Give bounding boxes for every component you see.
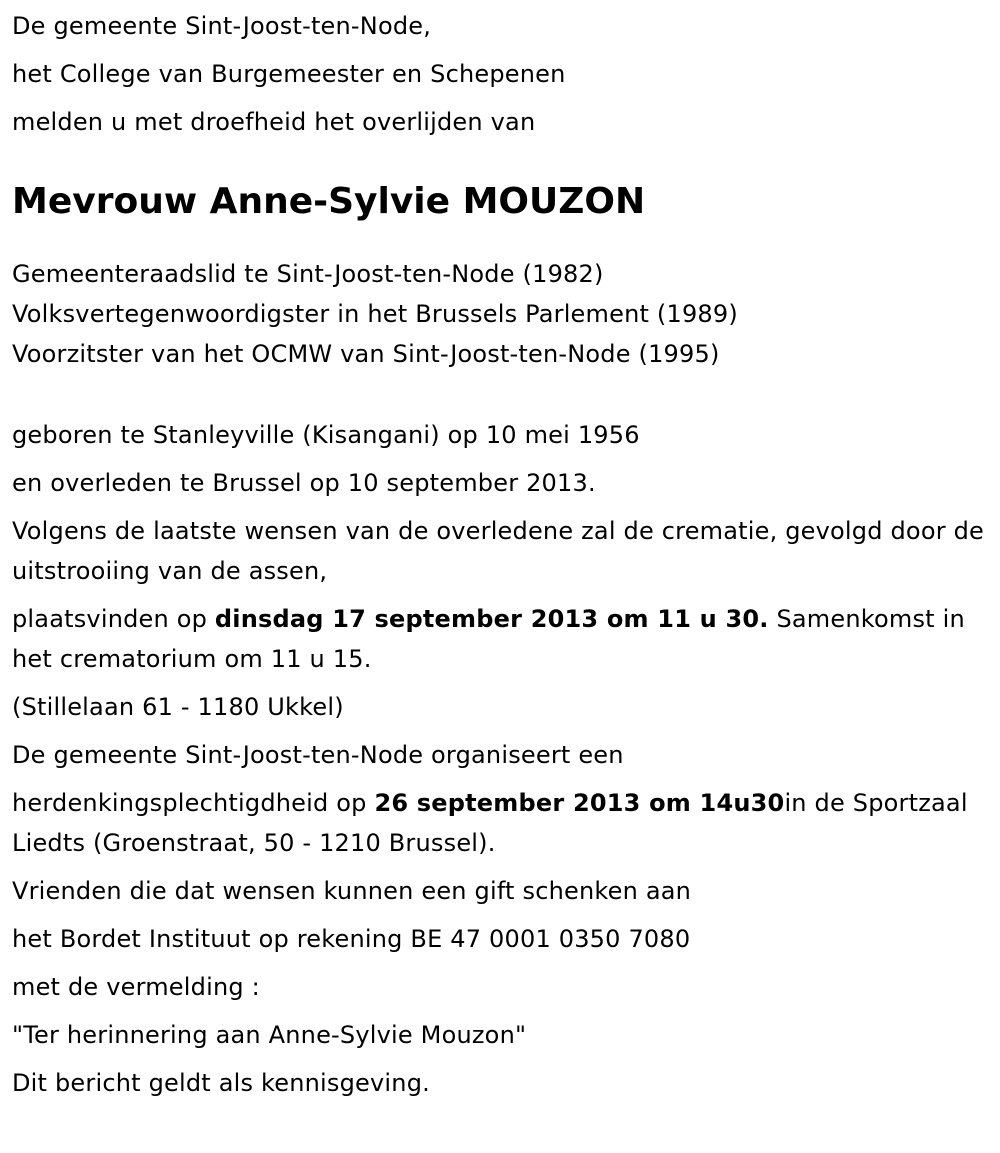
- donation-mention-label: met de vermelding :: [12, 973, 260, 1001]
- cremation-prefix: plaatsvinden op: [12, 605, 215, 633]
- closing-line: Dit bericht geldt als kennisgeving.: [12, 1069, 430, 1097]
- intro-line-municipality: De gemeente Sint-Joost-ten-Node,: [12, 12, 432, 40]
- crematorium-address: (Stillelaan 61 - 1180 Ukkel): [12, 693, 344, 721]
- birth-line: geboren te Stanleyville (Kisangani) op 10 mei 1956: [12, 421, 640, 449]
- cremation-date: dinsdag 17 september 2013 om 11 u 30.: [214, 605, 769, 633]
- death-line: en overleden te Brussel op 10 september 2013.: [12, 469, 596, 497]
- donation-account: het Bordet Instituut op rekening BE 47 0001 0350 7080: [12, 925, 691, 953]
- notice-intro: [12, 0, 988, 142]
- functions-list: [12, 254, 988, 374]
- cremation-text: Volgens de laatste wensen van de overledene zal de crematie, gevolgd door de uitstrooiing van de assen,: [12, 517, 985, 585]
- donation-line: Vrienden die dat wensen kunnen een gift schenken aan: [12, 877, 692, 905]
- donation-mention-text: "Ter herinnering aan Anne-Sylvie Mouzon": [12, 1021, 527, 1049]
- intro-line-college: het College van Burgemeester en Schepenen: [12, 60, 566, 88]
- memorial-prefix: herdenkingsplechtigdheid op: [12, 789, 375, 817]
- function-item: Volksvertegenwoordigster in het Brussels Parlement (1989): [12, 300, 738, 328]
- cremation-suffix: Samenkomst in het crematorium om 11 u 15.: [12, 605, 965, 673]
- memorial-suffix: in de Sportzaal Liedts (Groenstraat, 50 - 1210 Brussel).: [12, 789, 968, 857]
- function-item: Gemeenteraadslid te Sint-Joost-ten-Node (1982): [12, 260, 604, 288]
- memorial-date-line: [12, 783, 988, 863]
- intro-line-announcement: melden u met droefheid het overlijden van: [12, 108, 536, 136]
- deceased-name: Mevrouw Anne-Sylvie MOUZON: [12, 181, 646, 222]
- cremation-date-line: [12, 599, 988, 679]
- memorial-date: 26 september 2013 om 14u30: [374, 789, 785, 817]
- memorial-line: De gemeente Sint-Joost-ten-Node organiseert een: [12, 741, 624, 769]
- function-item: Voorzitster van het OCMW van Sint-Joost-ten-Node (1995): [12, 340, 720, 368]
